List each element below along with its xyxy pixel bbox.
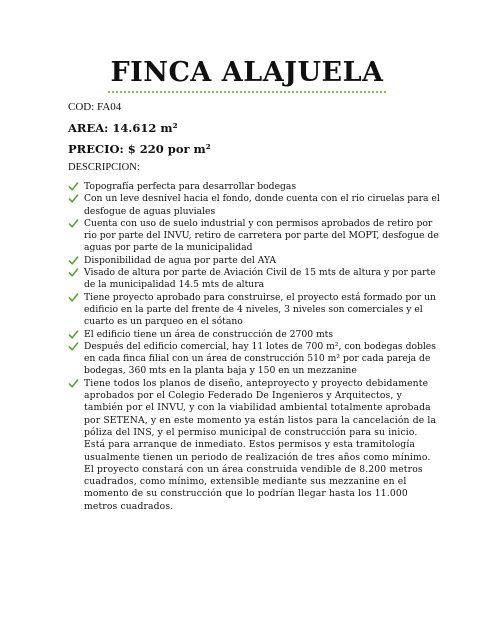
feature-text: Topografía perfecta para desarrollar bodegas: [84, 181, 297, 192]
description-label: DESCRIPCION:: [68, 162, 140, 173]
feature-item: [68, 193, 440, 218]
feature-item: [68, 378, 440, 513]
feature-item: [68, 267, 440, 292]
check-icon: [68, 218, 80, 230]
check-icon: [68, 341, 80, 353]
feature-text: Tiene proyecto aprobado para construirse, el proyecto está formado por un edificio en la parte del frente de 4 niveles, 3 niveles son comerciales y el cuarto es un parqueo en el sótano: [84, 291, 436, 328]
area-heading: AREA: 14.612 m²: [68, 121, 178, 135]
feature-text: Visado de altura por parte de Aviación Civil de 15 mts de altura y por parte de la municipalidad 14.5 mts de altura: [84, 267, 436, 291]
feature-text: Con un leve desnivel hacia el fondo, donde cuenta con el rio ciruelas para el desfogue de aguas pluviales: [84, 193, 440, 217]
property-code: COD: FA04: [68, 101, 122, 113]
feature-text: Cuenta con uso de suelo industrial y con permisos aprobados de retiro por rio por parte del INVU, retiro de carretera por parte del MOPT, desfogue de aguas por parte de la municipalidad: [84, 217, 439, 254]
feature-text: Después del edificio comercial, hay 11 lotes de 700 m², con bodegas dobles en cada finca filial con un área de construcción 510 m² por cada pareja de bodegas, 360 mts en la planta baja y 150 en un mezzanine: [84, 340, 436, 377]
check-icon: [68, 181, 80, 193]
feature-item: [68, 181, 440, 193]
check-icon: [68, 329, 80, 341]
check-icon: [68, 267, 80, 279]
feature-list: [68, 181, 440, 513]
feature-text: Disponibilidad de agua por parte del AYA: [84, 254, 277, 266]
feature-item: [68, 341, 440, 378]
check-icon: [68, 292, 80, 304]
feature-item: [68, 329, 440, 341]
page-title-text: FINCA ALAJUELA: [108, 56, 385, 93]
feature-text: Tiene todos los planos de diseño, anteproyecto y proyecto debidamente aprobados por el Colegio Federado De Ingenieros y Arquitectos, y también por el INVU, y con la viabilidad ambiental totalmente aprobada por SETENA, y en este momento ya están listos para la cancelación de la póliza del INS, y el permiso municipal de construcción para su inicio. Está para arranque de inmediato. Estos permisos y esta tramitología usualmente tienen un periodo de realización de tres años como mínimo. El proyecto constará con un área construida vendible de 8.200 metros cuadrados, como mínimo, extensible mediante sus mezzanine en el momento de su construcción que lo podrían llegar hasta los 11.000 metros cuadrados.: [84, 377, 437, 512]
check-icon: [68, 378, 80, 390]
check-icon: [68, 193, 80, 205]
feature-item: [68, 292, 440, 329]
check-icon: [68, 255, 80, 267]
page-title: [0, 56, 494, 93]
feature-item: [68, 218, 440, 255]
price-heading: PRECIO: $ 220 por m²: [68, 142, 211, 156]
feature-item: [68, 255, 440, 267]
feature-text: El edificio tiene un área de construcción de 2700 mts: [84, 328, 334, 340]
